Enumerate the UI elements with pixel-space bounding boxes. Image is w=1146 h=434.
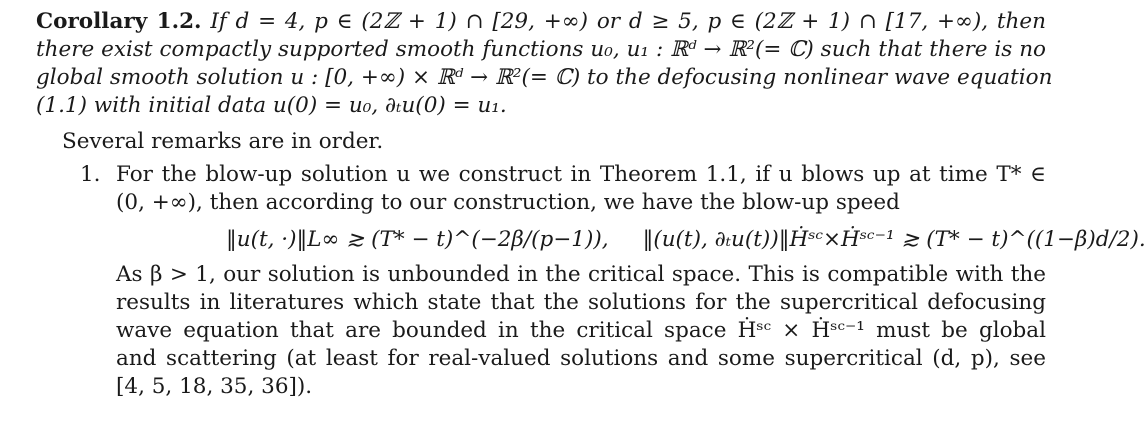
item1-line-3: As β > 1, our solution is unbounded in the critical space. This is compatible with the [116, 262, 1046, 287]
remarks-intro: Several remarks are in order. [62, 129, 384, 154]
item1-line-4: results in literatures which state that the solutions for the supercritical defocusing [116, 290, 1046, 315]
corollary-text-1: If d = 4, p ∈ (2ℤ + 1) ∩ [29, +∞) or d ≥ 5, p ∈ (2ℤ + 1) ∩ [17, +∞), then [210, 9, 1046, 34]
item1-line-5: wave equation that are bounded in the critical space Ḣˢᶜ × Ḣˢᶜ⁻¹ must be global [116, 318, 1046, 343]
item1-line-6: and scattering (at least for real-valued solutions and some supercritical (d, p), see [116, 346, 1046, 371]
corollary-line-4: (1.1) with initial data u(0) = u₀, ∂ₜu(0) = u₁. [36, 93, 507, 118]
remark-item-1 [36, 161, 1146, 401]
corollary-line-1 [36, 8, 1046, 36]
item1-line-1: For the blow-up solution u we construct in Theorem 1.1, if u blows up at time T* ∈ [116, 162, 1046, 187]
equation-right: ‖(u(t), ∂ₜu(t))‖Ḣˢᶜ×Ḣˢᶜ⁻¹ ≳ (T* − t)^((1−β)d/2). [642, 227, 1146, 252]
item-number: 1. [80, 162, 101, 187]
corollary-block [36, 8, 1053, 120]
item1-line-2: (0, +∞), then according to our construction, we have the blow-up speed [116, 190, 900, 215]
paper-page [36, 8, 1146, 401]
equation-left: ‖u(t, ·)‖L∞ ≳ (T* − t)^(−2β/(p−1)), [226, 227, 609, 252]
corollary-line-2: there exist compactly supported smooth functions u₀, u₁ : ℝᵈ → ℝ²(= ℂ) such that there is no [36, 37, 1046, 62]
display-equation [116, 219, 1146, 261]
corollary-line-3: global smooth solution u : [0, +∞) × ℝᵈ → ℝ²(= ℂ) to the defocusing nonlinear wave equation [36, 65, 1053, 90]
item1-line-7: [4, 5, 18, 35, 36]). [116, 374, 313, 399]
corollary-label: Corollary 1.2. [36, 9, 202, 34]
